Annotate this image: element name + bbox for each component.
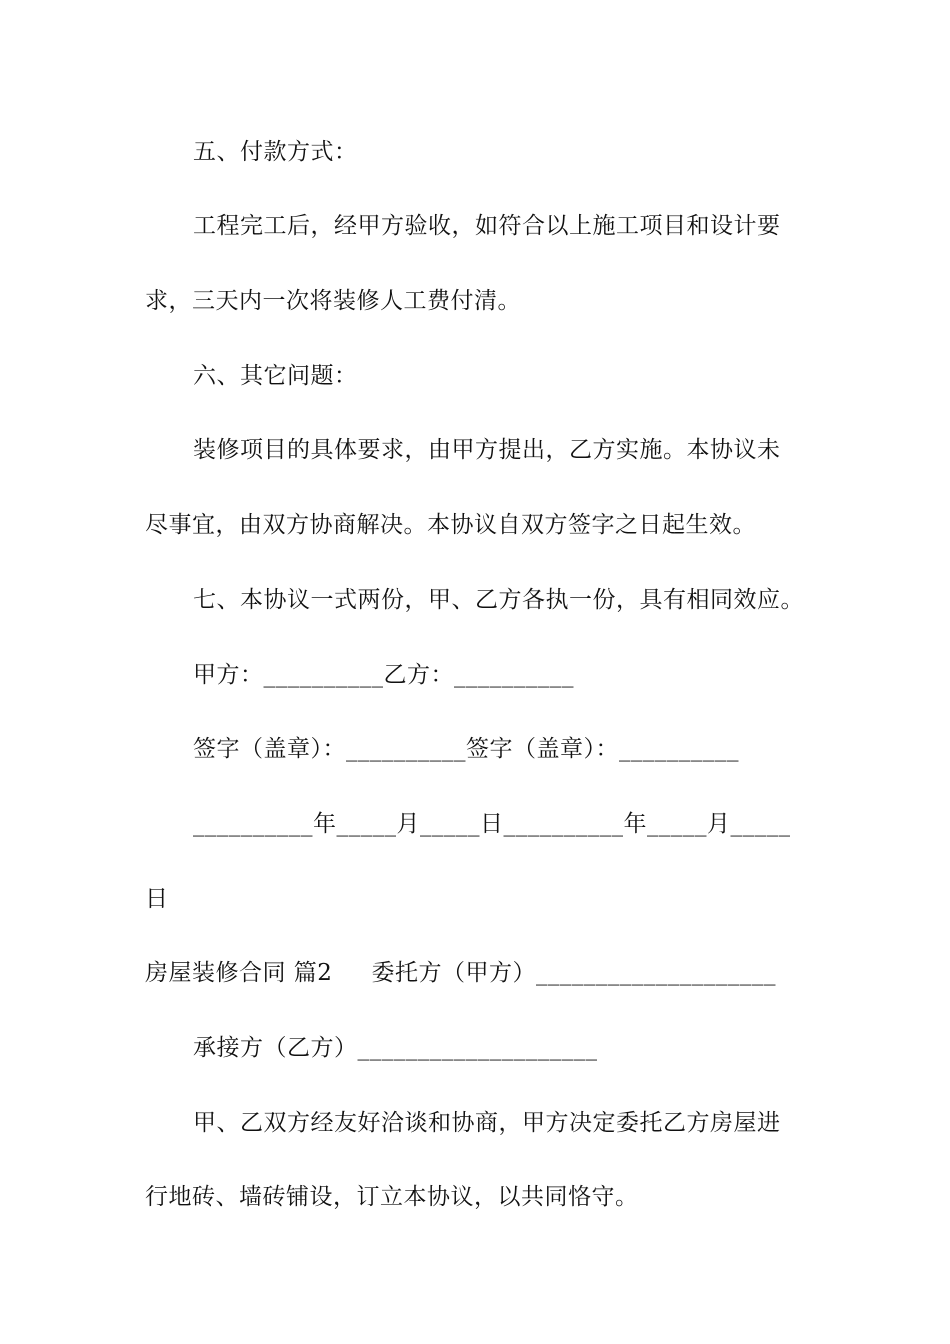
paragraph-line: 工程完工后，经甲方验收，如符合以上施工项目和设计要 — [193, 213, 781, 239]
contract-2-title-line: 房屋装修合同 篇2 委托方（甲方）____________________ — [145, 960, 776, 986]
party-signature-line: 甲方：__________乙方：__________ — [193, 662, 574, 688]
paragraph-line: 行地砖、墙砖铺设，订立本协议，以共同恪守。 — [145, 1184, 639, 1210]
section-6-heading: 六、其它问题： — [193, 363, 358, 389]
section-7-line: 七、本协议一式两份，甲、乙方各执一份，具有相同效应。 — [193, 587, 804, 613]
section-5-heading: 五、付款方式： — [193, 139, 358, 165]
paragraph-line: 装修项目的具体要求，由甲方提出，乙方实施。本协议未 — [193, 437, 781, 463]
seal-signature-line: 签字（盖章）：__________签字（盖章）：__________ — [193, 736, 739, 762]
paragraph-line: 甲、乙双方经友好洽谈和协商，甲方决定委托乙方房屋进 — [193, 1110, 781, 1136]
date-line-end: 日 — [145, 886, 169, 912]
paragraph-line: 尽事宜，由双方协商解决。本协议自双方签字之日起生效。 — [145, 512, 756, 538]
paragraph-line: 求，三天内一次将装修人工费付清。 — [145, 288, 521, 314]
contractor-line: 承接方（乙方）____________________ — [193, 1035, 598, 1061]
date-line: __________年_____月_____日__________年_____月_____ — [193, 811, 791, 837]
